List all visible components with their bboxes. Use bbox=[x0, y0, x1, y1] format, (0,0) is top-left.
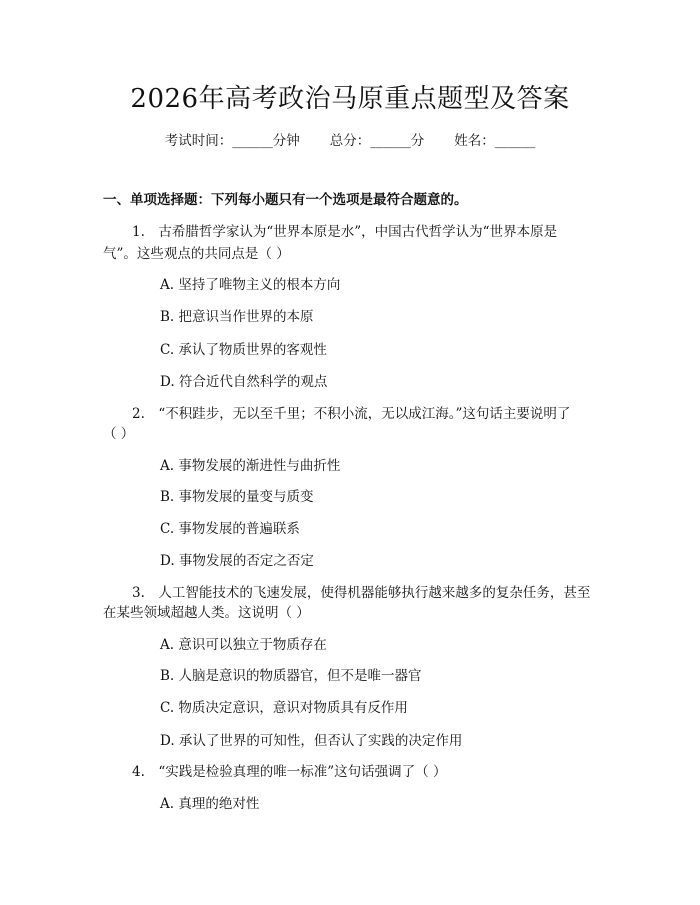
question-3-option-b: B. 人脑是意识的物质器官，但不是唯一器官 bbox=[160, 668, 422, 684]
exam-meta bbox=[0, 131, 700, 151]
exam-time: 考试时间：______分钟 bbox=[164, 133, 300, 149]
exam-score: 总分：______分 bbox=[329, 133, 425, 149]
question-3-stem: 3. 人工智能技术的飞速发展，使得机器能够执行越来越多的复杂任务，甚至 bbox=[132, 585, 591, 601]
question-2-option-b: B. 事物发展的量变与质变 bbox=[160, 489, 314, 505]
question-4-option-a: A. 真理的绝对性 bbox=[160, 796, 260, 812]
question-1-stem: 1. 古希腊哲学家认为“世界本原是水”，中国古代哲学认为“世界本原是 bbox=[132, 224, 558, 240]
student-name: 姓名：______ bbox=[454, 133, 536, 149]
question-2-option-c: C. 事物发展的普遍联系 bbox=[160, 521, 300, 537]
question-2-option-a: A. 事物发展的渐进性与曲折性 bbox=[160, 458, 341, 474]
section-heading: 一、单项选择题：下列每小题只有一个选项是最符合题意的。 bbox=[103, 192, 468, 208]
question-1-option-c: C. 承认了物质世界的客观性 bbox=[160, 342, 327, 358]
page-title: 2026年高考政治马原重点题型及答案 bbox=[130, 84, 570, 114]
question-3-option-a: A. 意识可以独立于物质存在 bbox=[160, 637, 327, 653]
question-1-option-b: B. 把意识当作世界的本原 bbox=[160, 309, 314, 325]
question-1-option-d: D. 符合近代自然科学的观点 bbox=[160, 374, 328, 390]
question-3-option-d: D. 承认了世界的可知性，但否认了实践的决定作用 bbox=[160, 733, 463, 749]
question-1-option-a: A. 坚持了唯物主义的根本方向 bbox=[160, 277, 341, 293]
question-2-option-d: D. 事物发展的否定之否定 bbox=[160, 553, 314, 569]
question-4-stem: 4. “实践是检验真理的唯一标准”这句话强调了（ ） bbox=[132, 764, 447, 780]
question-2-stem: 2. “不积跬步，无以至千里；不积小流，无以成江海。”这句话主要说明了 bbox=[132, 406, 571, 422]
question-2-stem-cont: （ ） bbox=[103, 426, 135, 442]
question-3-stem-cont: 在某些领域超越人类。这说明（ ） bbox=[103, 605, 310, 621]
question-3-option-c: C. 物质决定意识，意识对物质具有反作用 bbox=[160, 700, 408, 716]
question-1-stem-cont: 气”。这些观点的共同点是（ ） bbox=[103, 246, 290, 262]
